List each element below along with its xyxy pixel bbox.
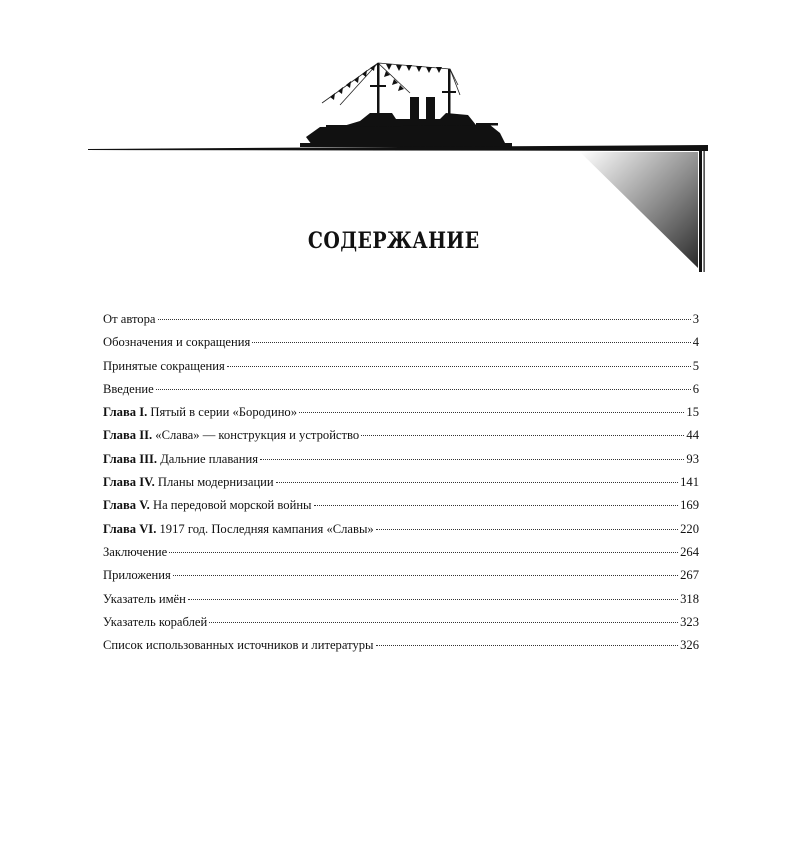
toc-page-number: 169 [680,498,699,513]
chapter-number: Глава II. [103,428,153,443]
dot-leader [376,645,679,646]
toc-entry[interactable] [103,427,699,450]
toc-page-number: 141 [680,475,699,490]
toc-entry-label: «Слава» — конструкция и устройство [152,428,360,443]
toc-entry-label: Указатель имён [103,591,186,606]
toc-page-number: 15 [686,405,699,420]
toc-entry-label: Введение [103,381,154,396]
dot-leader [169,552,678,553]
chapter-number: Глава III. [103,451,158,466]
dot-leader [188,599,678,600]
dot-leader [156,389,691,390]
toc-entry[interactable] [103,521,699,544]
toc-entry[interactable] [103,311,699,334]
toc-entry-title [103,358,225,374]
dot-leader [252,342,690,343]
chapter-number: Глава V. [103,498,150,513]
toc-entry-title [103,404,297,420]
dot-leader [260,459,684,460]
dot-leader [361,435,684,436]
toc-entry-label: Заключение [103,544,168,559]
battleship-silhouette-icon [300,55,512,152]
toc-page-number: 264 [680,544,699,559]
toc-page-number: 220 [680,521,699,536]
dot-leader [376,529,678,530]
toc-entry-label: Дальние плавания [157,451,259,466]
toc-entry-label: Пятый в серии «Бородино» [147,405,298,420]
toc-page-number: 93 [686,451,699,466]
dot-leader [158,319,691,320]
toc-page-number: 4 [692,335,699,350]
toc-entry-title [103,334,250,350]
chapter-number: Глава I. [103,405,148,420]
toc-entry-title [103,544,167,560]
toc-entry[interactable] [103,637,699,660]
toc-page-number: 318 [680,591,699,606]
toc-entry-title [103,521,374,537]
toc-entry[interactable] [103,544,699,567]
chapter-number: Глава IV. [103,475,155,490]
toc-entry-title [103,497,312,513]
dot-leader [314,505,679,506]
toc-entry-label: Указатель кораблей [103,614,208,629]
toc-entry[interactable] [103,474,699,497]
dot-leader [299,412,684,413]
toc-entry-title [103,474,274,490]
toc-entry[interactable] [103,591,699,614]
toc-entry-title [103,591,186,607]
toc-entry-title [103,451,258,467]
toc-entry-title [103,614,207,630]
dot-leader [276,482,678,483]
toc-entry[interactable] [103,497,699,520]
toc-page-number: 323 [680,614,699,629]
toc-entry-label: На передовой морской войны [149,498,312,513]
toc-entry-label: Приложения [103,568,171,583]
toc-page-number: 3 [692,312,699,326]
toc-entry-title [103,637,374,653]
toc-entry[interactable] [103,451,699,474]
toc-entry-label: От автора [103,312,156,326]
chapter-number: Глава VI. [103,521,157,536]
dot-leader [227,366,691,367]
toc-entry[interactable] [103,358,699,381]
toc-entry-label: Обозначения и сокращения [103,335,251,350]
toc-entry[interactable] [103,381,699,404]
toc-page-number: 267 [680,568,699,583]
toc-page-number: 44 [686,428,699,443]
toc-page-number: 5 [692,358,699,373]
toc-entry-label: Принятые сокращения [103,358,225,373]
toc-entry[interactable] [103,567,699,590]
toc-entry-title [103,567,171,583]
table-of-contents [103,311,699,660]
toc-entry-title [103,381,154,397]
toc-entry-title [103,311,156,327]
toc-entry[interactable] [103,334,699,357]
dot-leader [173,575,678,576]
toc-entry-label: Планы модернизации [154,475,274,490]
toc-entry-label: Список использованных источников и литературы [103,638,374,653]
toc-entry[interactable] [103,404,699,427]
toc-entry-title [103,427,359,443]
toc-page-number: 6 [692,381,699,396]
toc-entry-label: 1917 год. Последняя кампания «Славы» [156,521,374,536]
page-title: СОДЕРЖАНИЕ [307,228,480,254]
dot-leader [209,622,678,623]
toc-page-number: 326 [680,638,699,653]
toc-entry[interactable] [103,614,699,637]
